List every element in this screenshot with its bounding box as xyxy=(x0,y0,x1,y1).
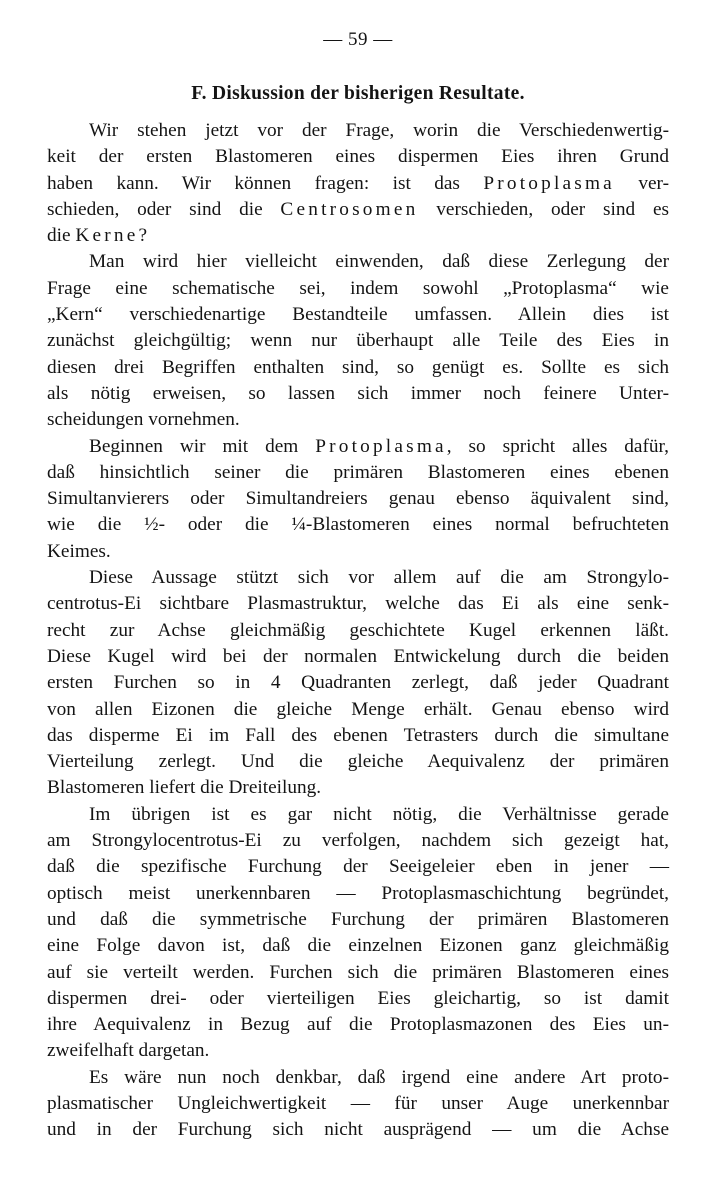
text-line: Es wäre nun noch denkbar, daß irgend eine andere Art proto- xyxy=(89,1066,669,1088)
body-text xyxy=(47,118,669,1144)
text-line: Simultanvierers oder Simultandreiers genau ebenso äquivalent sind, xyxy=(47,488,669,510)
text-line: Diese Kugel wird bei der normalen Entwickelung durch die beiden xyxy=(47,645,669,667)
text-line: Diese Aussage stützt sich vor allem auf die am Strongylo- xyxy=(89,567,669,589)
text-line: ihre Aequivalenz in Bezug auf die Protoplasmazonen des Eies un- xyxy=(47,1014,669,1036)
text-line: keit der ersten Blastomeren eines dispermen Eies ihren Grund xyxy=(47,146,669,168)
text-line: schieden, oder sind die Centrosomen verschieden, oder sind es xyxy=(47,198,669,220)
emphasized-word: Centrosomen xyxy=(280,198,419,220)
text-line: daß hinsichtlich seiner die primären Blastomeren eines ebenen xyxy=(47,461,669,483)
text-line: eine Folge davon ist, daß die einzelnen Eizonen ganz gleichmäßig xyxy=(47,935,669,957)
text-line: daß die spezifische Furchung der Seeigeleier eben in jener — xyxy=(47,856,669,878)
text-line: ersten Furchen so in 4 Quadranten zerlegt, daß jeder Quadrant xyxy=(47,672,669,694)
paragraph xyxy=(47,802,669,1065)
page-number: — 59 — xyxy=(323,29,393,50)
paragraph xyxy=(47,249,669,433)
text-line: Beginnen wir mit dem Protoplasma, so spricht alles dafür, xyxy=(89,435,669,457)
text-line: diesen drei Begriffen enthalten sind, so genügt es. Sollte es sich xyxy=(47,356,669,378)
paragraph xyxy=(47,434,669,565)
paragraph xyxy=(47,118,669,249)
text-line: auf sie verteilt werden. Furchen sich die primären Blastomeren eines xyxy=(47,961,669,983)
section-heading: F. Diskussion der bisherigen Resultate. xyxy=(191,83,525,104)
text-line: scheidungen vornehmen. xyxy=(47,409,240,431)
text-line: Man wird hier vielleicht einwenden, daß diese Zerlegung der xyxy=(89,251,669,273)
emphasized-word: Kerne xyxy=(75,225,139,247)
text-line: die Kerne? xyxy=(47,225,148,247)
text-line: wie die ½- oder die ¼-Blastomeren eines normal befruchteten xyxy=(47,514,669,536)
text-line: haben kann. Wir können fragen: ist das Protoplasma ver- xyxy=(47,172,669,194)
text-line: von allen Eizonen die gleiche Menge erhält. Genau ebenso wird xyxy=(47,698,669,720)
text-line: Wir stehen jetzt vor der Frage, worin die Verschiedenwertig- xyxy=(89,120,669,141)
paragraph xyxy=(47,565,669,802)
text-line: und in der Furchung sich nicht ausprägend — um die Achse xyxy=(47,1119,669,1141)
text-line: zunächst gleichgültig; wenn nur überhaupt alle Teile des Eies in xyxy=(47,330,669,352)
text-line: am Strongylocentrotus-Ei zu verfolgen, nachdem sich gezeigt hat, xyxy=(47,830,669,852)
emphasized-word: Protoplasma xyxy=(483,172,615,194)
text-line: Frage eine schematische sei, indem sowohl „Protoplasma“ wie xyxy=(47,277,669,299)
emphasized-word: Protoplasma xyxy=(315,435,447,457)
text-line: dispermen drei- oder vierteiligen Eies gleichartig, so ist damit xyxy=(47,987,669,1009)
text-line: plasmatischer Ungleichwertigkeit — für unser Auge unerkennbar xyxy=(47,1092,669,1114)
text-line: „Kern“ verschiedenartige Bestandteile umfassen. Allein dies ist xyxy=(47,304,669,326)
text-line: Im übrigen ist es gar nicht nötig, die Verhältnisse gerade xyxy=(89,803,669,825)
text-line: zweifelhaft dargetan. xyxy=(47,1040,210,1062)
text-line: Vierteilung zerlegt. Und die gleiche Aequivalenz der primären xyxy=(47,751,669,773)
text-line: als nötig erweisen, so lassen sich immer noch feinere Unter- xyxy=(47,382,669,404)
text-line: Blastomeren liefert die Dreiteilung. xyxy=(47,777,322,799)
book-page xyxy=(47,28,669,1144)
text-line: und daß die symmetrische Furchung der primären Blastomeren xyxy=(47,908,669,930)
paragraph xyxy=(47,1065,669,1144)
text-line: centrotus-Ei sichtbare Plasmastruktur, welche das Ei als eine senk- xyxy=(47,593,669,615)
text-line: recht zur Achse gleichmäßig geschichtete Kugel erkennen läßt. xyxy=(47,619,669,641)
text-line: Keimes. xyxy=(47,540,111,562)
text-line: das disperme Ei im Fall des ebenen Tetrasters durch die simultane xyxy=(47,724,669,746)
text-line: optisch meist unerkennbaren — Protoplasmaschichtung begründet, xyxy=(47,882,669,904)
